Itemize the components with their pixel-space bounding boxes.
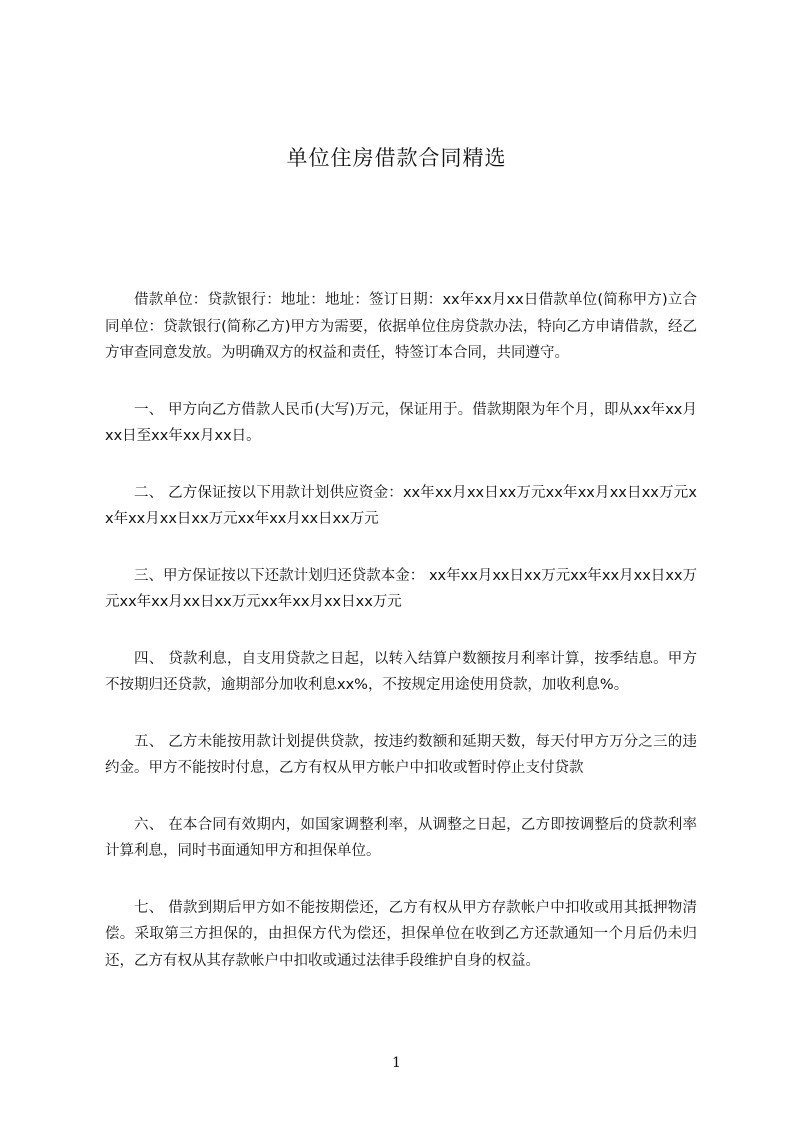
paragraph-clause-3: 三、甲方保证按以下还款计划归还贷款本金： xx年xx月xx日xx万元xx年xx月xx日xx万元xx年xx月xx日xx万元xx年xx月xx日xx万元 (105, 567, 697, 610)
paragraph-clause-6: 六、 在本合同有效期内，如国家调整利率，从调整之日起，乙方即按调整后的贷款利率计算利息，同时书面通知甲方和担保单位。 (105, 816, 697, 859)
paragraph-preamble: 借款单位：贷款银行：地址：地址：签订日期：xx年xx月xx日借款单位(简称甲方)立合同单位：贷款银行(简称乙方)甲方为需要，依据单位住房贷款办法，特向乙方申请借款，经乙方审查同意发放。为明确双方的权益和责任，特签订本合同，共同遵守。 (105, 292, 697, 361)
paragraph-clause-4: 四、 贷款利息，自支用贷款之日起，以转入结算户数额按月利率计算，按季结息。甲方不按期归还贷款，逾期部分加收利息xx%，不按规定用途使用贷款，加收利息%。 (105, 650, 697, 693)
paragraph-clause-2: 二、 乙方保证按以下用款计划供应资金：xx年xx月xx日xx万元xx年xx月xx日xx万元xx年xx月xx日xx万元xx年xx月xx日xx万元 (105, 484, 697, 527)
page-title: 单位住房借款合同精选 (286, 146, 507, 170)
page-number: 1 (392, 1055, 401, 1071)
paragraph-clause-5: 五、 乙方未能按用款计划提供贷款，按违约数额和延期天数，每天付甲方万分之三的违约金。甲方不能按时付息，乙方有权从甲方帐户中扣收或暂时停止支付贷款 (105, 733, 697, 776)
paragraph-clause-7: 七、 借款到期后甲方如不能按期偿还，乙方有权从甲方存款帐户中扣收或用其抵押物清偿。采取第三方担保的，由担保方代为偿还，担保单位在收到乙方还款通知一个月后仍未归还，乙方有权从其存款帐户中扣收或通过法律手段维护自身的权益。 (105, 899, 697, 969)
document-body (105, 287, 697, 1004)
paragraph-clause-1: 一、 甲方向乙方借款人民币(大写)万元，保证用于。借款期限为年个月，即从xx年xx月xx日至xx年xx月xx日。 (105, 401, 697, 444)
